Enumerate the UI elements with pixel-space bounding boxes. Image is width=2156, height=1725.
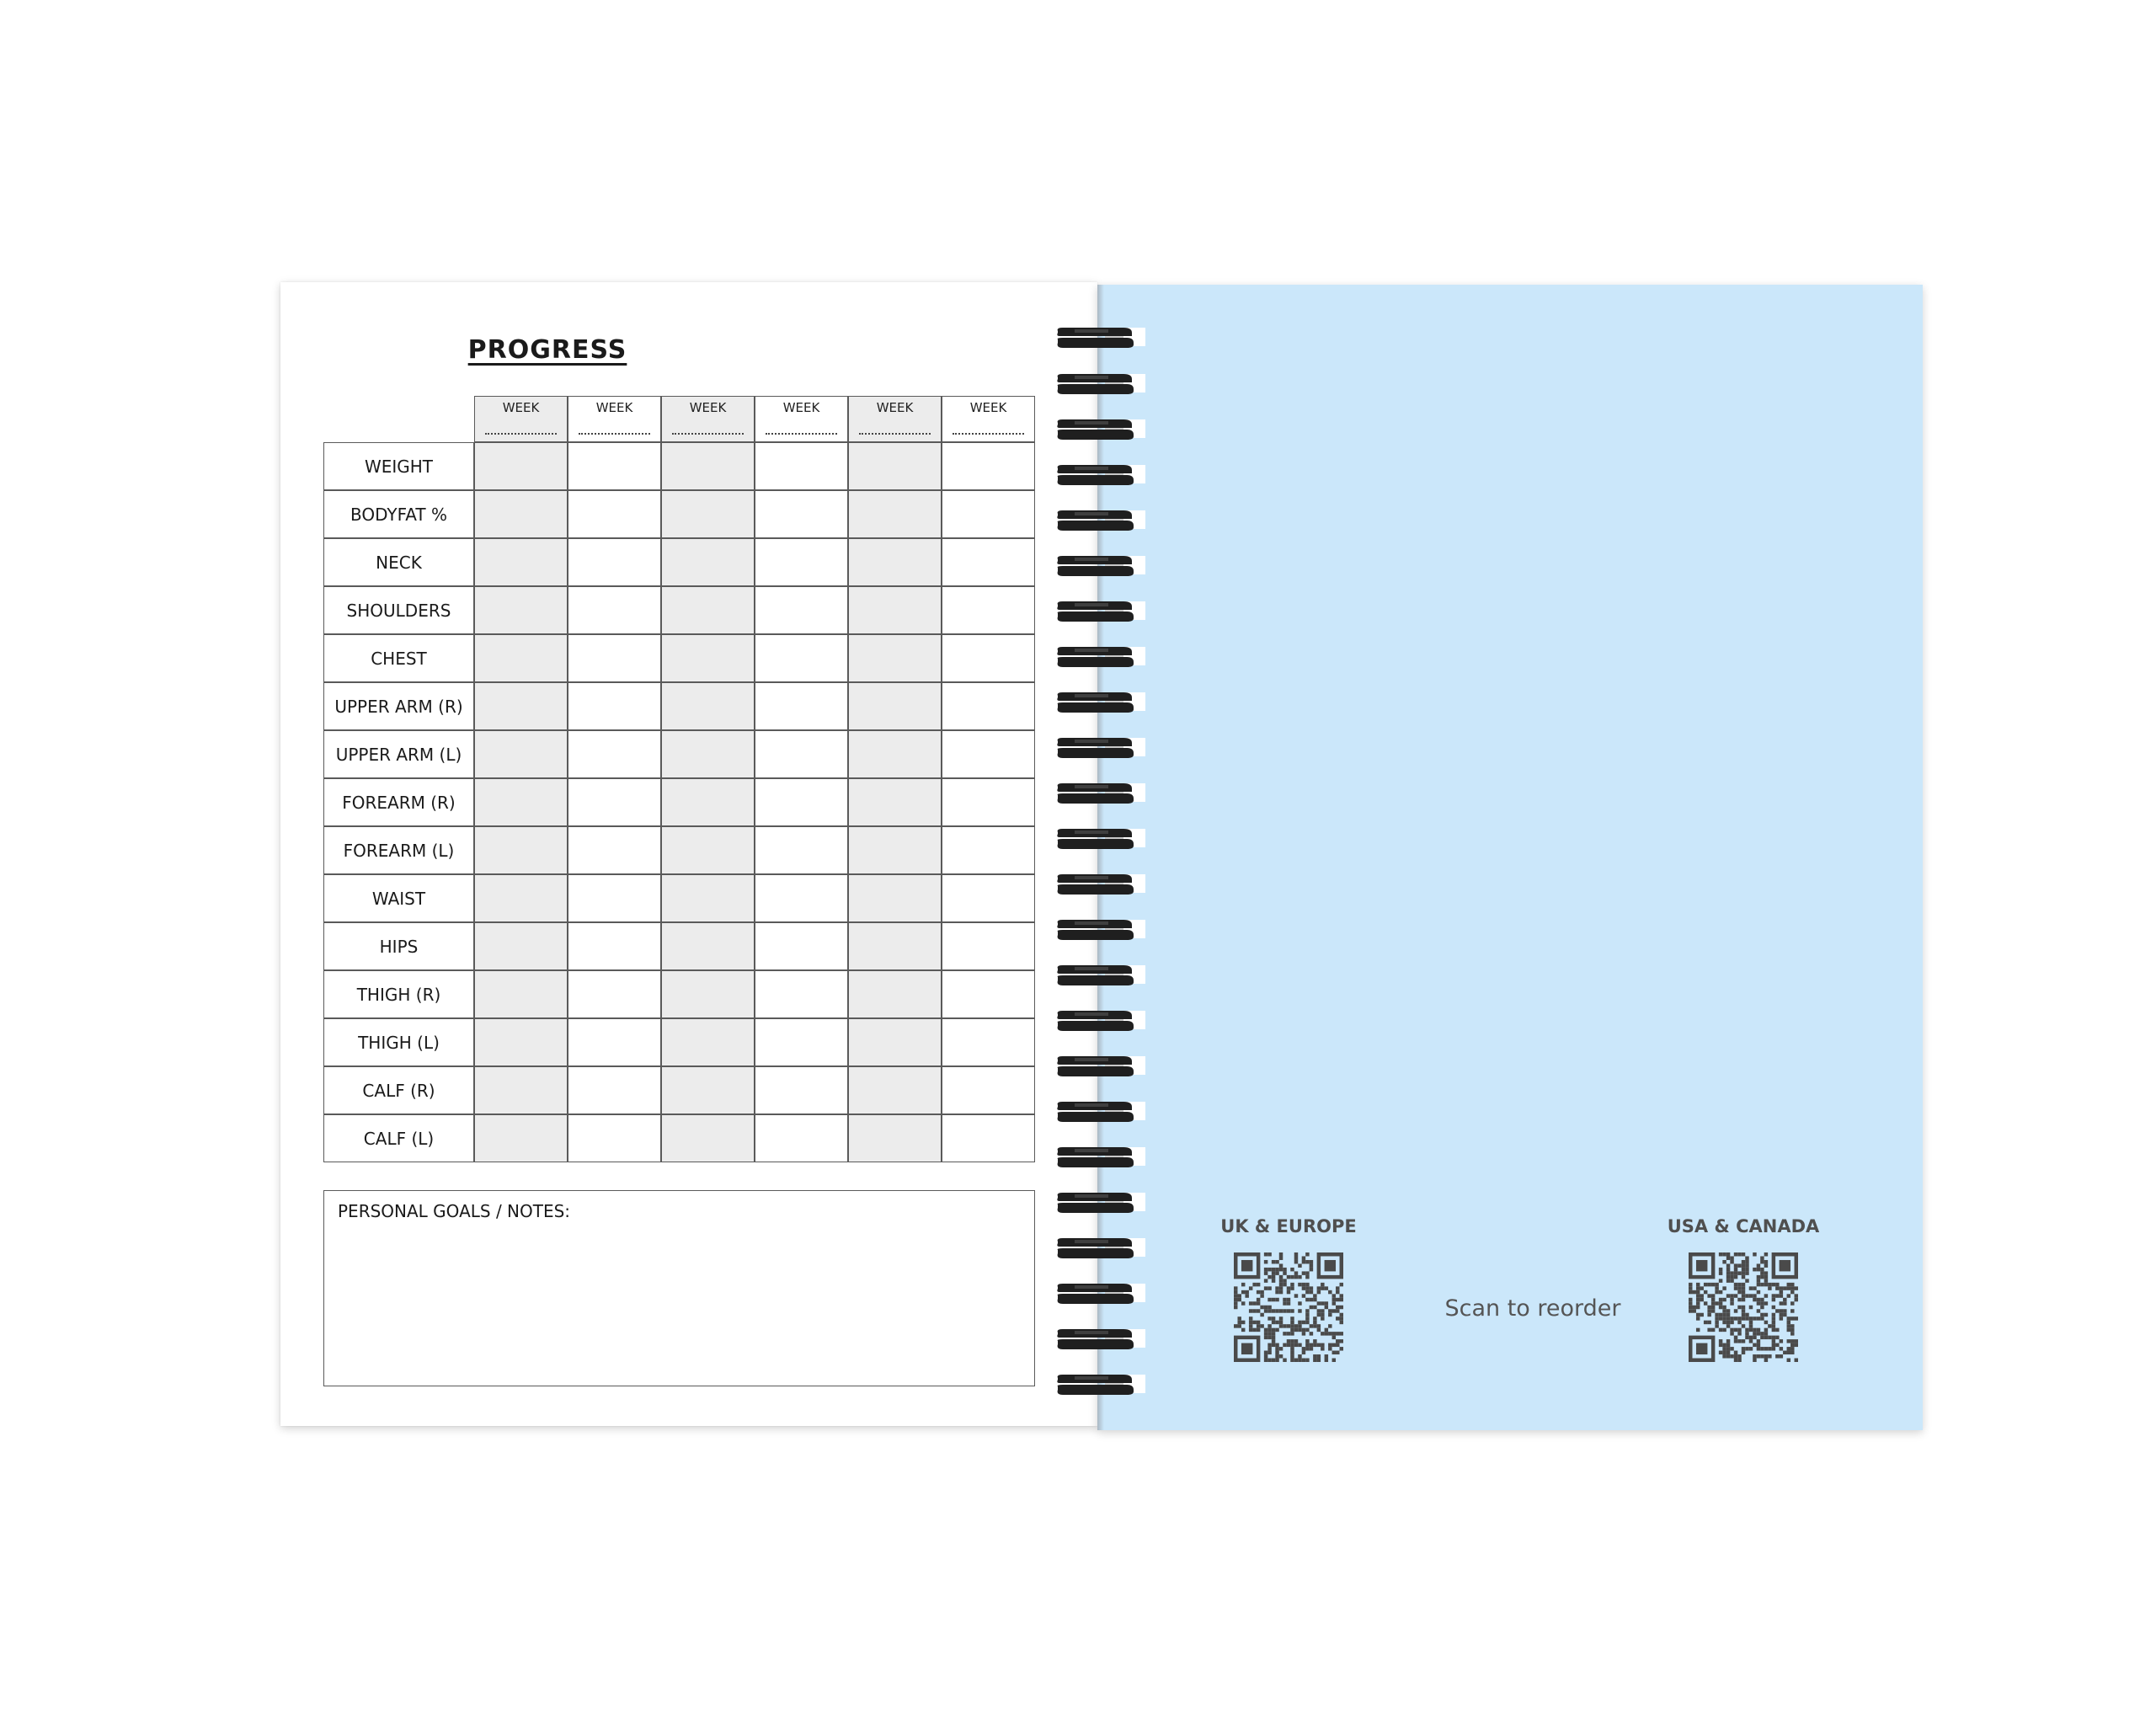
table-cell[interactable] [942,970,1035,1018]
week-number-blank[interactable] [485,433,557,435]
table-cell[interactable] [942,682,1035,730]
row-label: NECK [323,538,474,586]
table-cell[interactable] [568,1114,661,1162]
table-cell[interactable] [942,874,1035,922]
table-cell[interactable] [848,1066,942,1114]
spiral-ring [1054,1235,1149,1260]
table-cell[interactable] [942,1018,1035,1066]
spiral-ring [1054,644,1149,669]
spiral-ring [1054,553,1149,578]
table-cell[interactable] [848,586,942,634]
table-cell[interactable] [755,634,848,682]
table-cell[interactable] [568,442,661,490]
table-cell[interactable] [942,778,1035,826]
table-cell[interactable] [474,778,568,826]
table-cell[interactable] [661,730,755,778]
table-cell[interactable] [661,1066,755,1114]
week-header-cell [942,396,1035,442]
row-label: UPPER ARM (L) [323,730,474,778]
table-cell[interactable] [848,730,942,778]
row-label: BODYFAT % [323,490,474,538]
spiral-ring [1054,371,1149,396]
table-cell[interactable] [474,1066,568,1114]
table-cell[interactable] [848,970,942,1018]
table-cell[interactable] [661,682,755,730]
table-cell[interactable] [474,682,568,730]
table-cell[interactable] [568,1066,661,1114]
table-cell[interactable] [661,970,755,1018]
spiral-ring [1054,1098,1149,1124]
row-label: CHEST [323,634,474,682]
week-label: WEEK [876,400,914,415]
table-cell[interactable] [661,586,755,634]
table-cell[interactable] [661,490,755,538]
table-cell[interactable] [568,538,661,586]
table-cell[interactable] [942,586,1035,634]
table-cell[interactable] [568,922,661,970]
week-number-blank[interactable] [953,433,1024,435]
table-cell[interactable] [755,922,848,970]
table-cell[interactable] [848,922,942,970]
table-cell[interactable] [474,874,568,922]
table-cell[interactable] [848,778,942,826]
row-label: UPPER ARM (R) [323,682,474,730]
table-cell[interactable] [755,826,848,874]
notes-box[interactable] [323,1190,1035,1386]
table-cell[interactable] [755,682,848,730]
table-cell[interactable] [755,1066,848,1114]
table-cell[interactable] [848,874,942,922]
row-label: THIGH (R) [323,970,474,1018]
table-cell[interactable] [661,442,755,490]
spiral-ring [1054,507,1149,532]
table-cell[interactable] [848,1114,942,1162]
back-cover [1097,285,1923,1430]
spiral-ring [1054,1189,1149,1215]
spiral-ring [1054,1326,1149,1351]
row-label: FOREARM (L) [323,826,474,874]
row-label: HIPS [323,922,474,970]
table-cell[interactable] [661,1114,755,1162]
table-cell[interactable] [848,826,942,874]
week-number-blank[interactable] [766,433,837,435]
table-cell[interactable] [942,538,1035,586]
table-cell[interactable] [755,778,848,826]
table-cell[interactable] [755,586,848,634]
table-cell[interactable] [474,922,568,970]
table-cell[interactable] [474,586,568,634]
region-label-uk-europe: UK & EUROPE [1220,1216,1357,1236]
notes-label: PERSONAL GOALS / NOTES: [338,1201,571,1221]
table-cell[interactable] [568,634,661,682]
qr-code-icon[interactable] [1234,1252,1343,1362]
table-cell[interactable] [755,490,848,538]
table-cell[interactable] [942,826,1035,874]
week-label: WEEK [595,400,633,415]
spiral-ring [1054,825,1149,851]
spiral-ring [1054,416,1149,441]
table-cell[interactable] [755,1018,848,1066]
row-label: CALF (L) [323,1114,474,1162]
page-title: PROGRESS [467,335,627,365]
table-cell[interactable] [942,442,1035,490]
week-label: WEEK [502,400,540,415]
table-cell[interactable] [661,826,755,874]
table-cell[interactable] [661,778,755,826]
spiral-ring [1054,324,1149,350]
spiral-ring [1054,1053,1149,1078]
table-cell[interactable] [942,634,1035,682]
week-header-cell [755,396,848,442]
row-label: THIGH (L) [323,1018,474,1066]
table-cell[interactable] [942,922,1035,970]
table-cell[interactable] [568,586,661,634]
week-header-cell [474,396,568,442]
spiral-ring [1054,1371,1149,1397]
table-cell[interactable] [942,1114,1035,1162]
table-cell[interactable] [474,490,568,538]
table-cell[interactable] [755,538,848,586]
table-cell[interactable] [942,730,1035,778]
week-label: WEEK [689,400,727,415]
spiral-ring [1054,462,1149,487]
table-cell[interactable] [568,682,661,730]
table-cell[interactable] [942,1066,1035,1114]
table-cell[interactable] [755,1114,848,1162]
spiral-ring [1054,780,1149,805]
spiral-ring [1054,1144,1149,1169]
table-cell[interactable] [755,442,848,490]
table-cell[interactable] [755,970,848,1018]
week-label: WEEK [782,400,820,415]
table-cell[interactable] [474,442,568,490]
spiral-ring [1054,734,1149,760]
table-cell[interactable] [848,490,942,538]
table-cell[interactable] [848,634,942,682]
table-cell[interactable] [474,634,568,682]
row-label: SHOULDERS [323,586,474,634]
table-cell[interactable] [848,442,942,490]
region-label-usa-canada: USA & CANADA [1667,1216,1820,1236]
table-cell[interactable] [661,538,755,586]
week-number-blank[interactable] [672,433,744,435]
table-cell[interactable] [474,1018,568,1066]
table-cell[interactable] [661,874,755,922]
spiral-ring [1054,1007,1149,1033]
qr-code-icon[interactable] [1689,1252,1798,1362]
row-label: CALF (R) [323,1066,474,1114]
table-cell[interactable] [848,1018,942,1066]
spiral-ring [1054,1280,1149,1306]
week-header-cell [568,396,661,442]
table-cell[interactable] [474,826,568,874]
table-cell[interactable] [755,730,848,778]
table-cell[interactable] [568,826,661,874]
table-cell[interactable] [848,682,942,730]
table-cell[interactable] [568,730,661,778]
table-cell[interactable] [568,778,661,826]
week-number-blank[interactable] [579,433,650,435]
table-cell[interactable] [661,634,755,682]
spiral-ring [1054,962,1149,987]
spiral-ring [1054,689,1149,714]
week-header-cell [661,396,755,442]
row-label: FOREARM (R) [323,778,474,826]
table-cell[interactable] [568,1018,661,1066]
table-cell[interactable] [661,922,755,970]
spiral-ring [1054,598,1149,623]
table-cell[interactable] [474,1114,568,1162]
week-header-cell [848,396,942,442]
spiral-ring [1054,916,1149,942]
scan-to-reorder-text: Scan to reorder [1444,1295,1621,1322]
table-cell[interactable] [568,490,661,538]
table-cell[interactable] [942,490,1035,538]
table-cell[interactable] [474,538,568,586]
table-cell[interactable] [568,970,661,1018]
row-label: WEIGHT [323,442,474,490]
row-label: WAIST [323,874,474,922]
week-label: WEEK [969,400,1007,415]
table-cell[interactable] [474,730,568,778]
table-cell[interactable] [755,874,848,922]
week-number-blank[interactable] [859,433,931,435]
table-cell[interactable] [661,1018,755,1066]
table-cell[interactable] [568,874,661,922]
spiral-ring [1054,871,1149,896]
table-cell[interactable] [474,970,568,1018]
table-cell[interactable] [848,538,942,586]
